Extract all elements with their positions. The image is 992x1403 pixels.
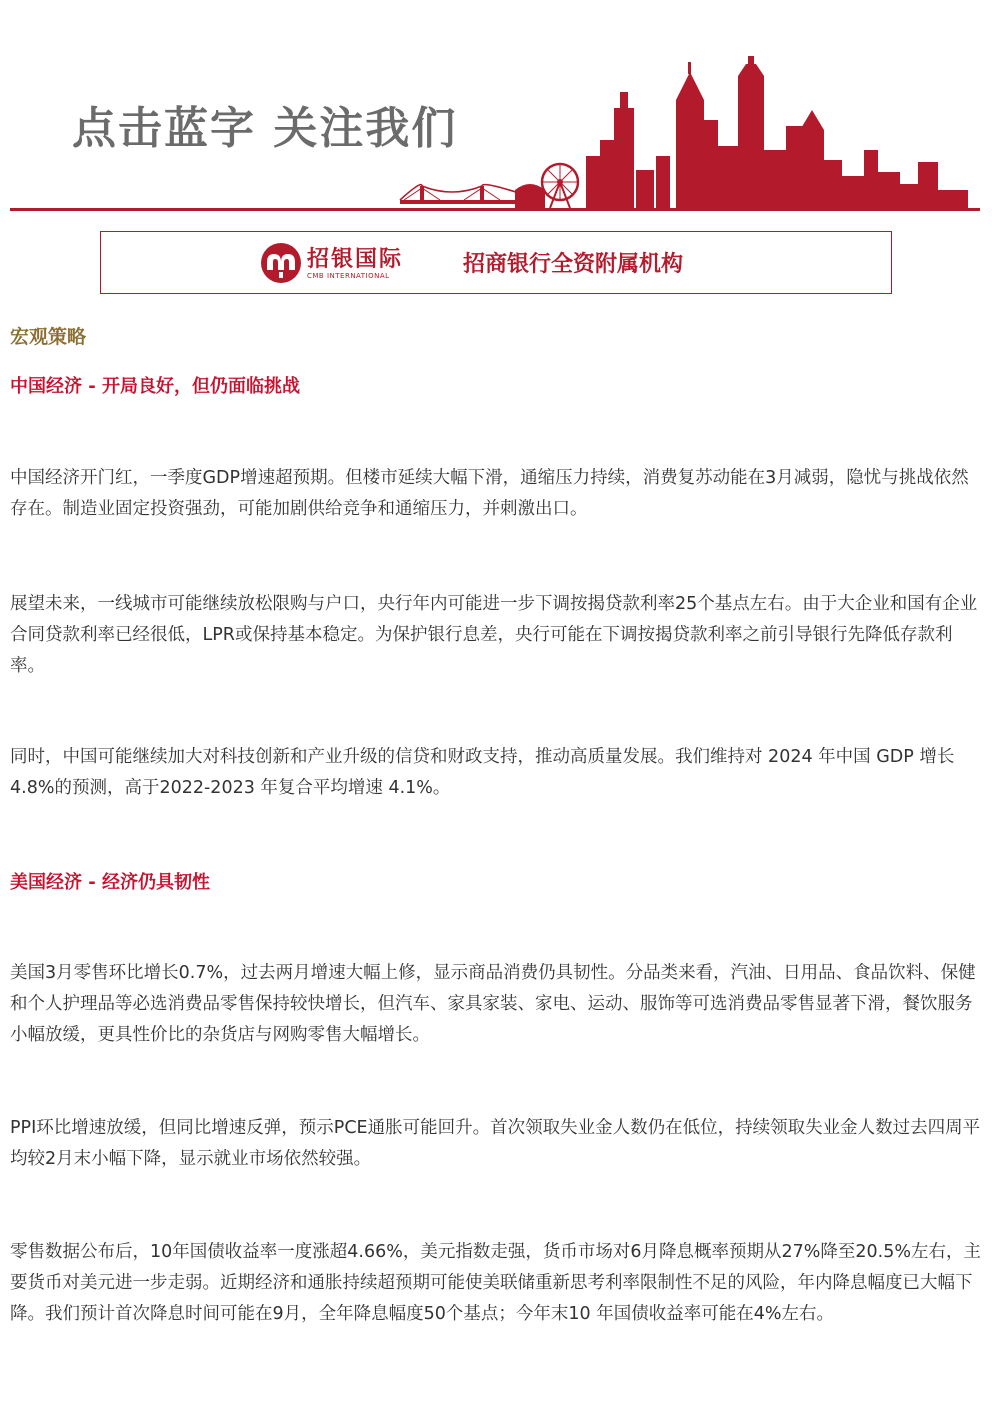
us-economy-heading: 美国经济 - 经济仍具韧性: [10, 872, 211, 893]
header-divider: [10, 208, 980, 211]
us-paragraph-1: 美国3月零售环比增长0.7%，过去两月增速大幅上修，显示商品消费仍具韧性。分品类来看，汽油、日用品、食品饮料、保健和个人护理品等必选消费品零售保持较快增长，但汽车、家具家装、家电、运动、服饰等可选消费品零售显著下滑，餐饮服务小幅放缓，更具性价比的杂货店与网购零售大幅增长。: [10, 963, 976, 1045]
cmbi-logo-icon: [260, 242, 302, 284]
follow-us-title[interactable]: 点击蓝字 关注我们: [72, 103, 458, 154]
page-header: [0, 0, 992, 215]
china-paragraph-3: 同时，中国可能继续加大对科技创新和产业升级的信贷和财政支持，推动高质量发展。我们维持对 2024 年中国 GDP 增长 4.8%的预测，高于2022-2023 年复合平均增速 4.1%。: [10, 747, 955, 798]
us-paragraph-2: PPI环比增速放缓，但同比增速反弹，预示PCE通胀可能回升。首次领取失业金人数仍在低位，持续领取失业金人数过去四周平均较2月末小幅下降，显示就业市场依然较强。: [10, 1118, 981, 1169]
china-paragraph-2: 展望未来，一线城市可能继续放松限购与户口，央行年内可能进一步下调按揭贷款利率25个基点左右。由于大企业和国有企业合同贷款利率已经很低，LPR或保持基本稳定。为保护银行息差，央行可能在下调按揭贷款利率之前引导银行先降低存款利率。: [10, 594, 978, 676]
section-label: 宏观策略: [10, 326, 87, 348]
city-skyline-illustration: [0, 0, 992, 215]
banner-tagline: 招商银行全资附属机构: [463, 252, 684, 277]
ferris-wheel-icon: [542, 164, 578, 208]
china-paragraph-1: 中国经济开门红，一季度GDP增速超预期。但楼市延续大幅下滑，通缩压力持续，消费复苏动能在3月减弱，隐忧与挑战依然存在。制造业固定投资强劲，可能加剧供给竞争和通缩压力，并刺激出口。: [10, 468, 969, 519]
china-economy-heading: 中国经济 - 开局良好，但仍面临挑战: [10, 376, 301, 397]
cmbi-logo-english: CMB INTERNATIONAL: [307, 272, 390, 280]
us-paragraph-3: 零售数据公布后，10年国债收益率一度涨超4.66%，美元指数走强，货币市场对6月降息概率预期从27%降至20.5%左右，主要货币对美元进一步走弱。近期经济和通胀持续超预期可能使美联储重新思考利率限制性不足的风险，年内降息幅度已大幅下降。我们预计首次降息时间可能在9月，全年降息幅度50个基点；今年末10 年国债收益率可能在4%左右。: [10, 1242, 981, 1324]
cmbi-banner[interactable]: [100, 231, 892, 294]
cmbi-logo-text: 招银国际: [307, 247, 404, 272]
